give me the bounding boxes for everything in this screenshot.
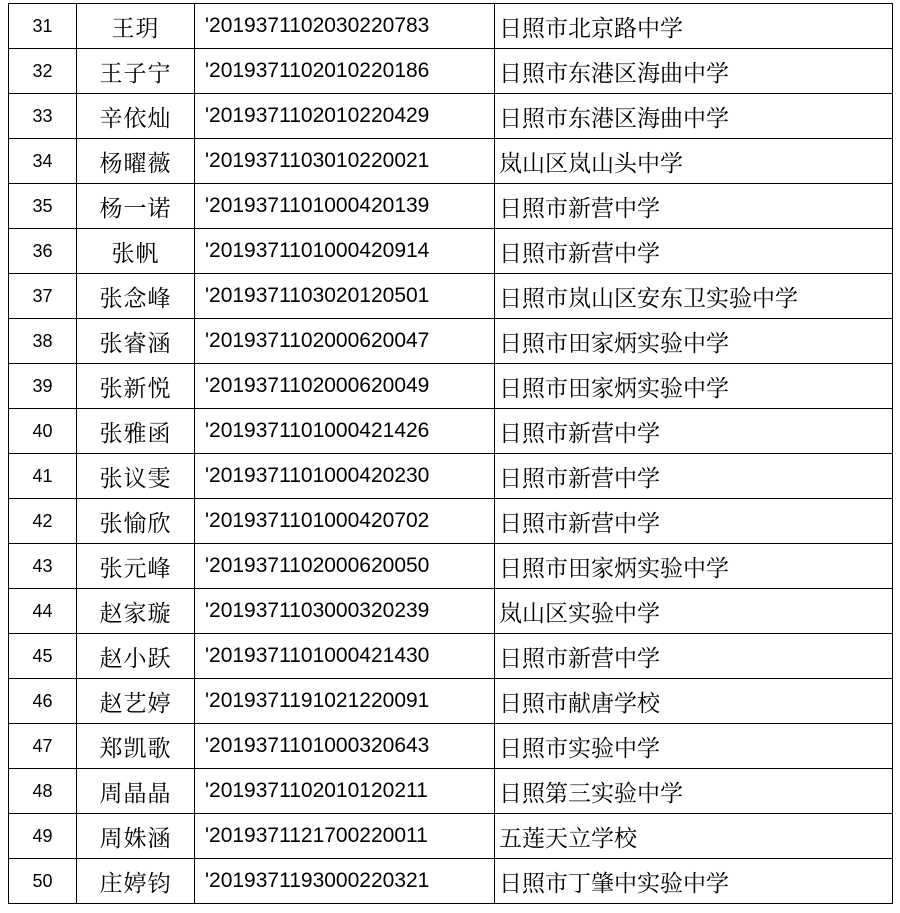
student-name-cell[interactable]: 王玥 (77, 4, 195, 49)
table-row (9, 679, 893, 724)
table-row (9, 4, 893, 49)
student-id-cell[interactable]: '2019371101000420702 (195, 499, 495, 544)
row-number-cell[interactable]: 42 (9, 499, 77, 544)
table-row (9, 319, 893, 364)
row-number-cell[interactable]: 46 (9, 679, 77, 724)
row-number-cell[interactable]: 35 (9, 184, 77, 229)
table-row (9, 229, 893, 274)
table-row (9, 184, 893, 229)
school-cell[interactable]: 日照市田家炳实验中学 (495, 364, 893, 409)
student-id-cell[interactable]: '2019371101000421430 (195, 634, 495, 679)
table-row (9, 409, 893, 454)
student-id-cell[interactable]: '2019371102010220429 (195, 94, 495, 139)
table-row (9, 364, 893, 409)
school-cell[interactable]: 日照市新营中学 (495, 499, 893, 544)
table-row (9, 454, 893, 499)
student-id-cell[interactable]: '2019371101000320643 (195, 724, 495, 769)
student-name-cell[interactable]: 周晶晶 (77, 769, 195, 814)
table-row (9, 634, 893, 679)
student-id-cell[interactable]: '2019371103020120501 (195, 274, 495, 319)
row-number-cell[interactable]: 43 (9, 544, 77, 589)
school-cell[interactable]: 日照市新营中学 (495, 454, 893, 499)
row-number-cell[interactable]: 39 (9, 364, 77, 409)
school-cell[interactable]: 日照市新营中学 (495, 184, 893, 229)
student-id-cell[interactable]: '2019371193000220321 (195, 859, 495, 904)
table-row (9, 724, 893, 769)
table-row (9, 499, 893, 544)
student-name-cell[interactable]: 辛依灿 (77, 94, 195, 139)
student-id-cell[interactable]: '2019371101000420914 (195, 229, 495, 274)
student-id-cell[interactable]: '2019371103000320239 (195, 589, 495, 634)
row-number-cell[interactable]: 50 (9, 859, 77, 904)
student-id-cell[interactable]: '2019371102000620047 (195, 319, 495, 364)
roster-body (9, 4, 893, 904)
school-cell[interactable]: 日照市岚山区安东卫实验中学 (495, 274, 893, 319)
student-id-cell[interactable]: '2019371101000420139 (195, 184, 495, 229)
table-row (9, 544, 893, 589)
student-id-cell[interactable]: '2019371101000420230 (195, 454, 495, 499)
student-name-cell[interactable]: 王子宁 (77, 49, 195, 94)
school-cell[interactable]: 日照市东港区海曲中学 (495, 49, 893, 94)
row-number-cell[interactable]: 38 (9, 319, 77, 364)
school-cell[interactable]: 日照市田家炳实验中学 (495, 319, 893, 364)
school-cell[interactable]: 日照市北京路中学 (495, 4, 893, 49)
row-number-cell[interactable]: 48 (9, 769, 77, 814)
school-cell[interactable]: 日照市丁肇中实验中学 (495, 859, 893, 904)
school-cell[interactable]: 日照市实验中学 (495, 724, 893, 769)
student-name-cell[interactable]: 郑凯歌 (77, 724, 195, 769)
student-id-cell[interactable]: '2019371102000620050 (195, 544, 495, 589)
roster-sheet (8, 3, 892, 904)
school-cell[interactable]: 日照市新营中学 (495, 229, 893, 274)
row-number-cell[interactable]: 37 (9, 274, 77, 319)
student-name-cell[interactable]: 张愉欣 (77, 499, 195, 544)
student-name-cell[interactable]: 张念峰 (77, 274, 195, 319)
table-row (9, 589, 893, 634)
student-name-cell[interactable]: 周姝涵 (77, 814, 195, 859)
student-name-cell[interactable]: 赵小跃 (77, 634, 195, 679)
student-roster-table (8, 3, 893, 904)
student-name-cell[interactable]: 张议雯 (77, 454, 195, 499)
row-number-cell[interactable]: 33 (9, 94, 77, 139)
student-name-cell[interactable]: 杨曜薇 (77, 139, 195, 184)
student-name-cell[interactable]: 张睿涵 (77, 319, 195, 364)
row-number-cell[interactable]: 32 (9, 49, 77, 94)
student-name-cell[interactable]: 赵艺婷 (77, 679, 195, 724)
student-id-cell[interactable]: '2019371191021220091 (195, 679, 495, 724)
school-cell[interactable]: 日照市东港区海曲中学 (495, 94, 893, 139)
school-cell[interactable]: 日照市献唐学校 (495, 679, 893, 724)
school-cell[interactable]: 岚山区实验中学 (495, 589, 893, 634)
school-cell[interactable]: 日照市新营中学 (495, 634, 893, 679)
student-name-cell[interactable]: 张帆 (77, 229, 195, 274)
student-id-cell[interactable]: '2019371102010120211 (195, 769, 495, 814)
school-cell[interactable]: 日照市田家炳实验中学 (495, 544, 893, 589)
table-row (9, 274, 893, 319)
student-name-cell[interactable]: 张元峰 (77, 544, 195, 589)
row-number-cell[interactable]: 40 (9, 409, 77, 454)
student-name-cell[interactable]: 张雅函 (77, 409, 195, 454)
student-id-cell[interactable]: '2019371103010220021 (195, 139, 495, 184)
row-number-cell[interactable]: 47 (9, 724, 77, 769)
school-cell[interactable]: 五莲天立学校 (495, 814, 893, 859)
student-name-cell[interactable]: 张新悦 (77, 364, 195, 409)
student-id-cell[interactable]: '2019371102030220783 (195, 4, 495, 49)
row-number-cell[interactable]: 36 (9, 229, 77, 274)
school-cell[interactable]: 日照市新营中学 (495, 409, 893, 454)
table-row (9, 769, 893, 814)
table-row (9, 859, 893, 904)
table-row (9, 94, 893, 139)
student-name-cell[interactable]: 赵家璇 (77, 589, 195, 634)
school-cell[interactable]: 日照第三实验中学 (495, 769, 893, 814)
student-id-cell[interactable]: '2019371101000421426 (195, 409, 495, 454)
row-number-cell[interactable]: 49 (9, 814, 77, 859)
row-number-cell[interactable]: 45 (9, 634, 77, 679)
row-number-cell[interactable]: 31 (9, 4, 77, 49)
student-id-cell[interactable]: '2019371102010220186 (195, 49, 495, 94)
school-cell[interactable]: 岚山区岚山头中学 (495, 139, 893, 184)
table-row (9, 814, 893, 859)
row-number-cell[interactable]: 41 (9, 454, 77, 499)
table-row (9, 49, 893, 94)
student-name-cell[interactable]: 杨一诺 (77, 184, 195, 229)
row-number-cell[interactable]: 44 (9, 589, 77, 634)
student-id-cell[interactable]: '2019371121700220011 (195, 814, 495, 859)
row-number-cell[interactable]: 34 (9, 139, 77, 184)
student-id-cell[interactable]: '2019371102000620049 (195, 364, 495, 409)
table-row (9, 139, 893, 184)
student-name-cell[interactable]: 庄婷钧 (77, 859, 195, 904)
